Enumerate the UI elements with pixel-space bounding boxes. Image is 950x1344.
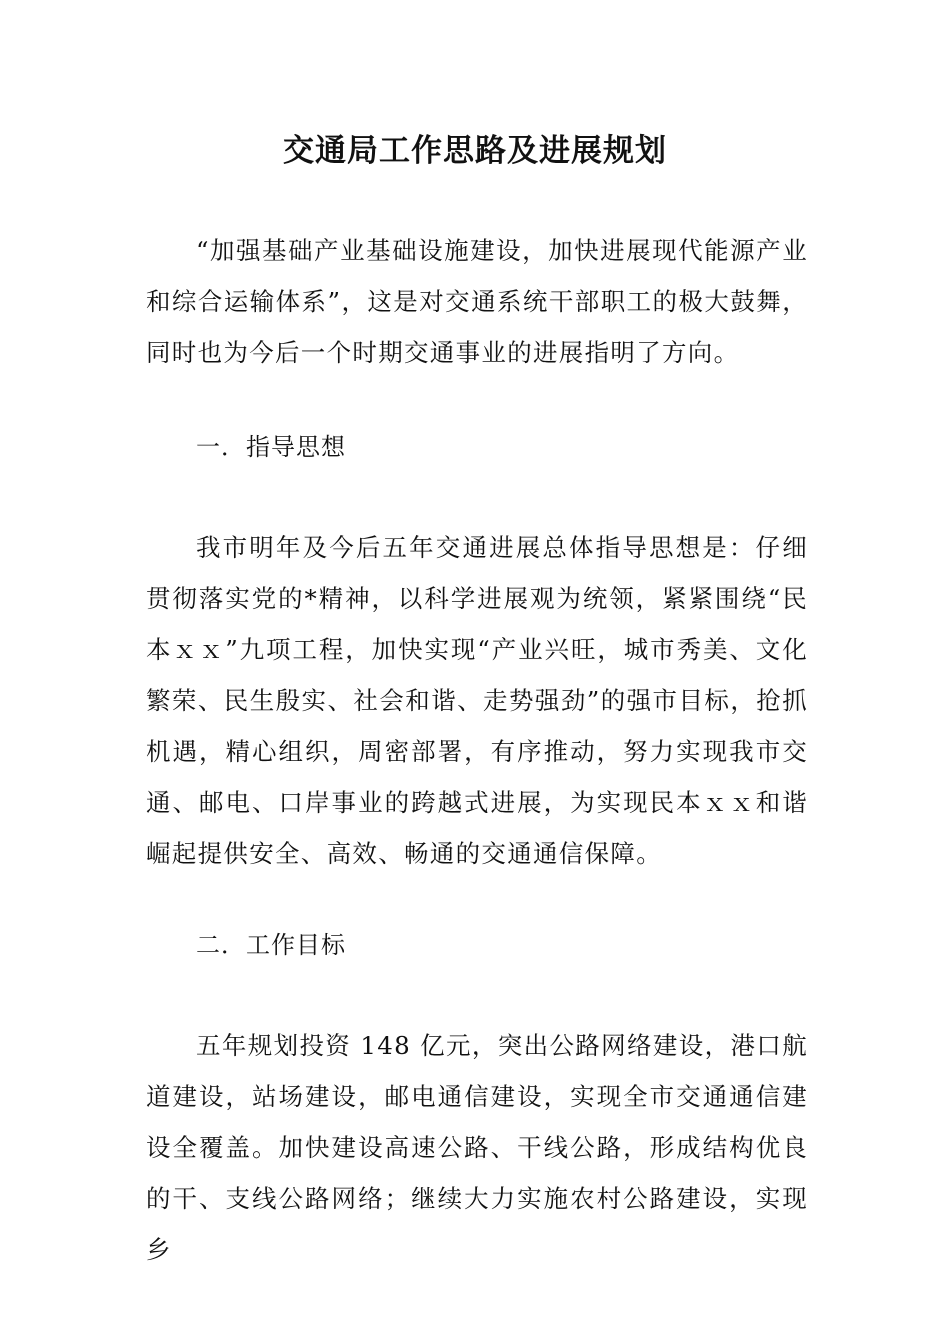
intro-paragraph: “加强基础产业基础设施建设，加快进展现代能源产业和综合运输体系”，这是对交通系统干部职工的极大鼓舞，同时也为今后一个时期交通事业的进展指明了方向。 — [146, 236, 808, 367]
guiding-ideology-paragraph: 我市明年及今后五年交通进展总体指导思想是：仔细贯彻落实党的*精神，以科学进展观为统领，紧紧围绕“民本ｘｘ”九项工程，加快实现“产业兴旺，城市秀美、文化繁荣、民生殷实、社会和谐、走势强劲”的强市目标，抢抓机遇，精心组织，周密部署，有序推动，努力实现我市交通、邮电、口岸事业的跨越式进展，为实现民本ｘｘ和谐崛起提供安全、高效、畅通的交通通信保障。 — [146, 533, 808, 868]
work-goals-paragraph: 五年规划投资 148 亿元，突出公路网络建设，港口航道建设，站场建设，邮电通信建设，实现全市交通通信建设全覆盖。加快建设高速公路、干线公路，形成结构优良的干、支线公路网络；继续大力实施农村公路建设，实现乡 — [146, 1031, 808, 1264]
document-title: 交通局工作思路及进展规划 — [283, 133, 667, 169]
section-heading-work-goals: 二．工作目标 — [196, 931, 346, 959]
section-heading-guiding-ideology: 一．指导思想 — [196, 433, 346, 461]
